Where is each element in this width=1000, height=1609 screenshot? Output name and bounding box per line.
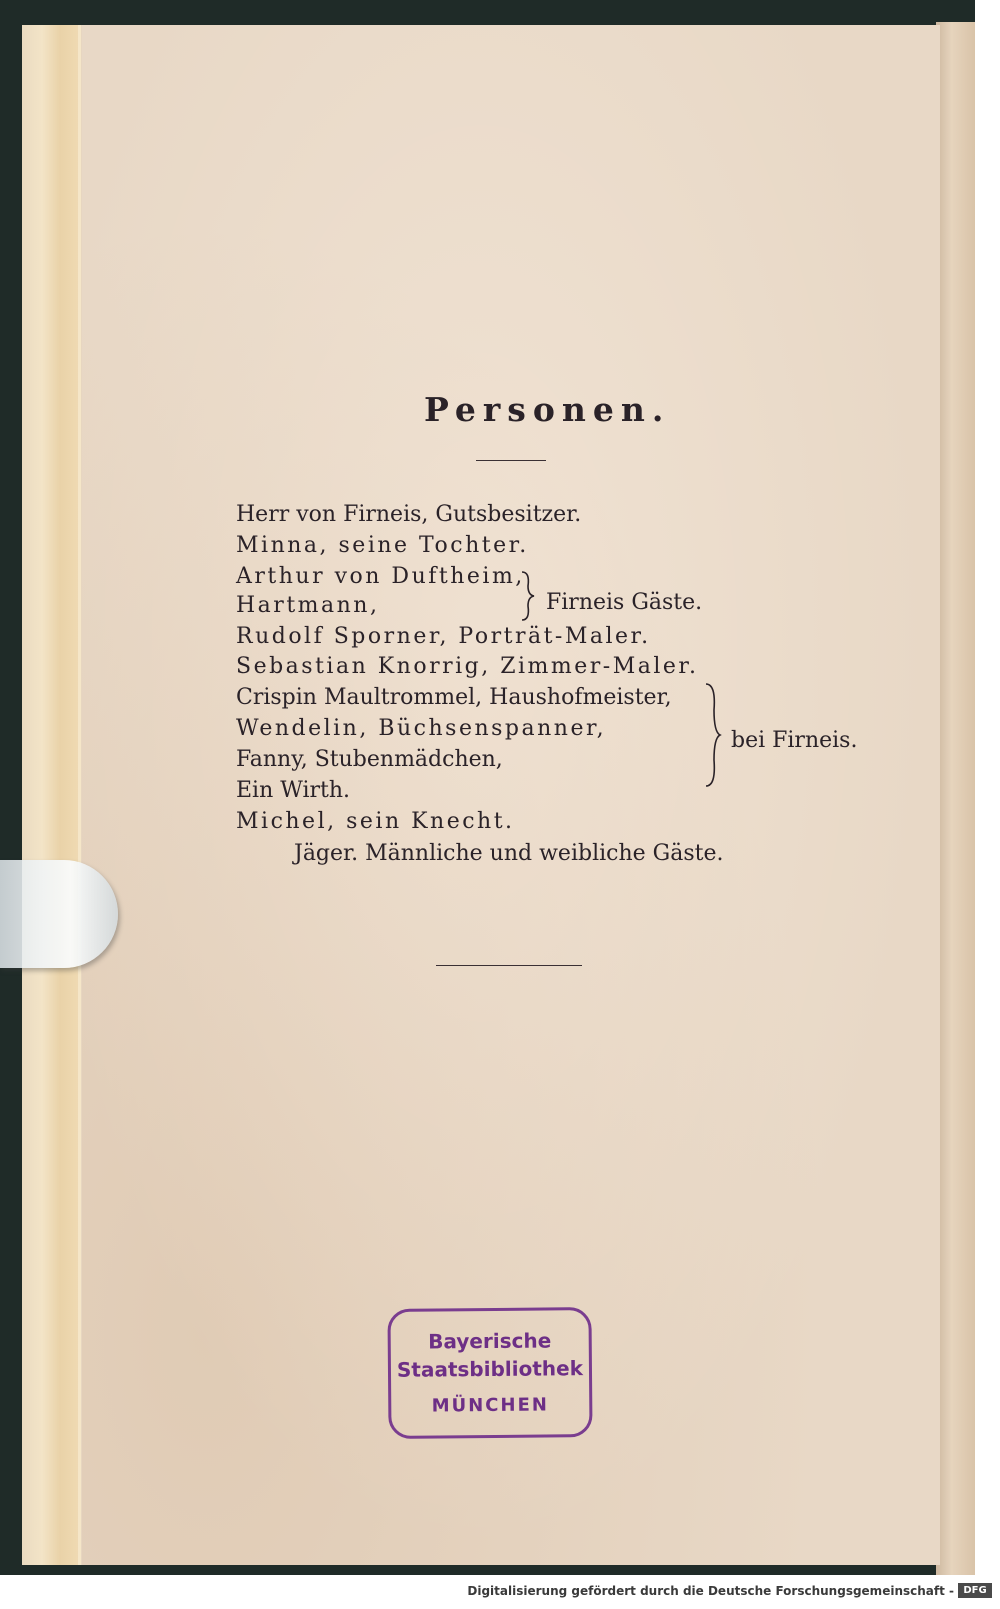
library-stamp [387,1307,592,1439]
dfg-logo: DFG [958,1583,992,1598]
adjacent-page-edge [936,22,975,1575]
cast-entry-crispin: Crispin Maultrommel, Haushofmeister, [236,685,672,710]
guests-group-label: Firneis Gäste. [546,590,703,615]
page-heading: Personen. [424,390,671,429]
cast-entry-hartmann: Hartmann, [236,593,380,618]
closing-rule [436,965,582,966]
cast-entry-knorrig: Sebastian Knorrig, Zimmer-Maler. [236,654,699,679]
cast-entry-arthur: Arthur von Duftheim, [236,564,525,589]
cast-entry-sporner: Rudolf Sporner, Porträt-Maler. [236,624,651,649]
cast-entry-firneis: Herr von Firneis, Gutsbesitzer. [236,502,582,527]
cast-entry-minna: Minna, seine Tochter. [236,533,529,558]
cast-entry-fanny: Fanny, Stubenmädchen, [236,747,503,772]
cast-entry-extras: Jäger. Männliche und weibliche Gäste. [294,841,724,866]
gutter-fold [78,25,81,1565]
page-gutter [22,25,82,1565]
household-group-label: bei Firneis. [731,728,858,753]
footer-bar [0,1575,1000,1609]
cast-entry-wendelin: Wendelin, Büchsenspanner, [236,716,607,741]
stamp-line-3: MÜNCHEN [431,1394,549,1417]
stamp-line-1: Bayerische [428,1328,552,1354]
stamp-line-2: Staatsbibliothek [396,1356,584,1382]
page-clip [0,860,118,968]
guests-brace [518,568,538,624]
cast-entry-wirth: Ein Wirth. [236,778,351,803]
footer-credit: Digitalisierung gefördert durch die Deutsche Forschungsgemeinschaft - [467,1584,954,1598]
household-brace [702,680,724,790]
heading-rule [476,460,546,461]
cast-entry-michel: Michel, sein Knecht. [236,809,515,834]
